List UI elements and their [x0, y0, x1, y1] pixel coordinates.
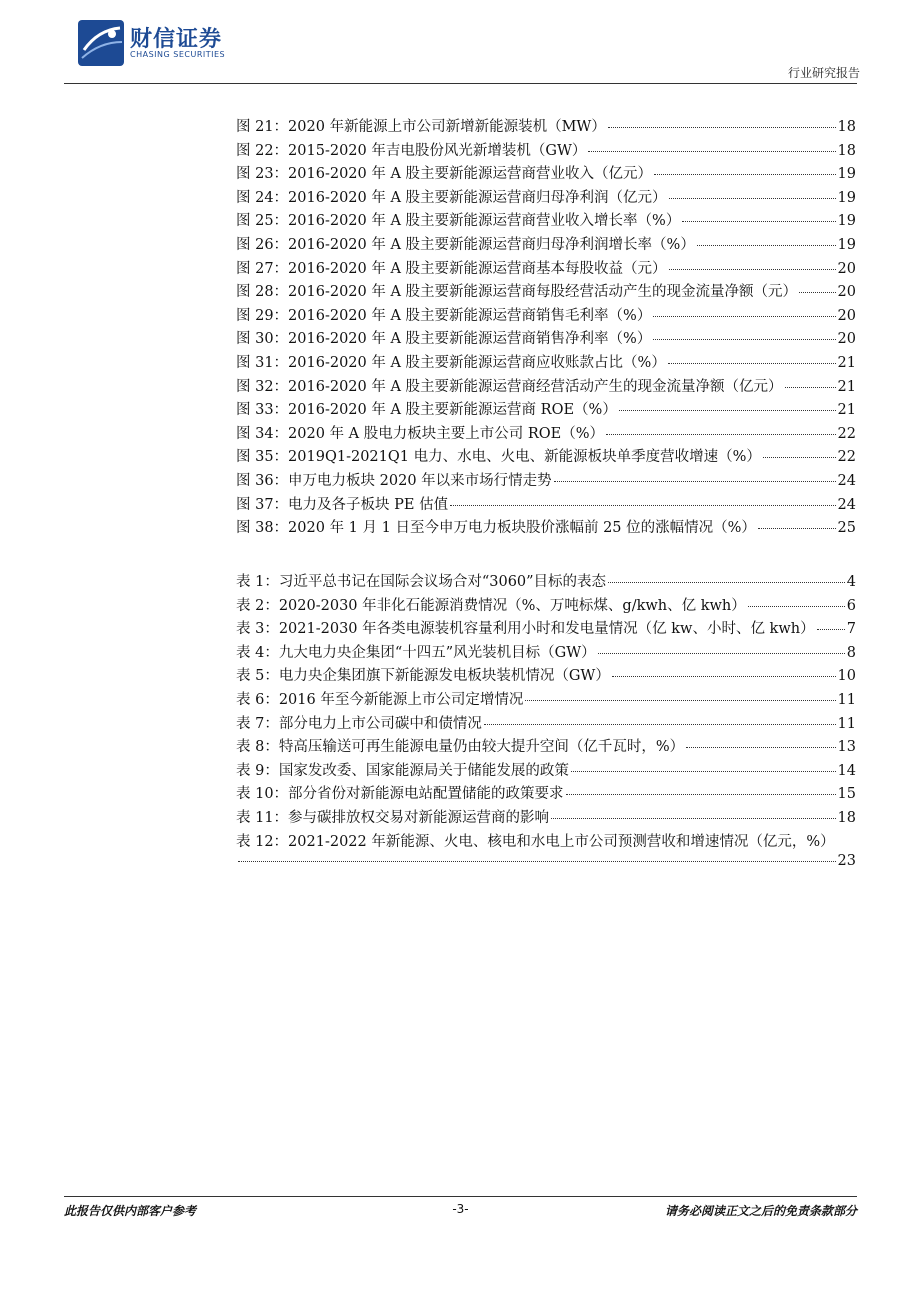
toc-entry[interactable]	[236, 469, 856, 493]
toc-entry-page: 6	[846, 597, 856, 614]
header-divider	[64, 83, 857, 84]
toc-leader-dots	[588, 151, 835, 152]
logo-english-name: CHASING SECURITIES	[130, 50, 226, 59]
report-type: 行业研究报告	[787, 66, 860, 80]
toc-entry-page: 22	[837, 449, 856, 466]
toc-entry[interactable]	[236, 617, 856, 641]
toc-entry-page: 21	[837, 378, 856, 395]
logo-chinese-name: 财信证券	[130, 27, 223, 52]
toc-entry-page: 18	[837, 119, 856, 135]
toc-entry[interactable]	[236, 806, 856, 830]
toc-entry-title: 图 24：2016-2020 年 A 股主要新能源运营商归母净利润（亿元）	[236, 189, 667, 206]
toc-entry-title: 图 30：2016-2020 年 A 股主要新能源运营商销售净利率（%）	[236, 331, 652, 348]
toc-leader-dots	[450, 505, 835, 506]
toc-entry-title: 图 32：2016-2020 年 A 股主要新能源运营商经营活动产生的现金流量净额（亿元）	[236, 378, 783, 395]
toc-entry-page: 21	[837, 402, 856, 419]
figure-list	[236, 115, 856, 540]
toc-entry-title: 表 2：2020-2030 年非化石能源消费情况（%、万吨标煤、g/kwh、亿 kwh）	[236, 597, 746, 614]
toc-leader-dots	[484, 724, 836, 725]
toc-entry[interactable]	[236, 712, 856, 736]
toc-entry-page: 19	[837, 166, 856, 183]
toc-entry[interactable]	[236, 186, 856, 210]
toc-entry-page: 19	[837, 236, 856, 253]
toc-leader-dots	[551, 818, 835, 819]
toc-leader-dots	[554, 481, 836, 482]
toc-entry-title: 表 7：部分电力上市公司碳中和债情况	[236, 715, 482, 732]
toc-entry-page: 19	[837, 189, 856, 206]
toc-entry[interactable]	[236, 759, 856, 783]
toc-entry-page: 18	[837, 142, 856, 159]
toc-entry-title: 表 6：2016 年至今新能源上市公司定增情况	[236, 691, 524, 708]
toc-entry[interactable]	[236, 830, 856, 877]
toc-entry[interactable]	[236, 233, 856, 257]
toc-leader-dots	[758, 528, 836, 529]
footer-divider	[64, 1196, 857, 1197]
toc-leader-dots	[763, 457, 836, 458]
toc-entry[interactable]	[236, 735, 856, 759]
toc-leader-dots	[608, 127, 836, 128]
toc-leader-dots	[669, 269, 836, 270]
toc-entry[interactable]	[236, 398, 856, 422]
toc-entry-title: 图 37：电力及各子板块 PE 估值	[236, 496, 449, 513]
footer-disclaimer-left: 此报告仅供内部客户参考	[64, 1204, 197, 1218]
toc-entry-title: 图 31：2016-2020 年 A 股主要新能源运营商应收账款占比（%）	[236, 354, 666, 371]
toc-entry-title: 表 12：2021-2022 年新能源、火电、核电和水电上市公司预测营收和增速情况（亿元，%）	[236, 833, 835, 850]
toc-entry-page: 10	[837, 668, 856, 685]
table-list	[236, 570, 856, 877]
toc-entry-page: 19	[837, 213, 856, 230]
toc-leader-dots	[653, 339, 835, 340]
toc-entry-page: 24	[837, 472, 856, 489]
toc-entry[interactable]	[236, 139, 856, 163]
toc-entry[interactable]	[236, 304, 856, 328]
toc-entry-page: 21	[837, 354, 856, 371]
toc-leader-dots	[598, 653, 845, 654]
toc-entry-title: 图 33：2016-2020 年 A 股主要新能源运营商 ROE（%）	[236, 402, 617, 419]
toc-entry[interactable]	[236, 516, 856, 540]
toc-entry-page: 18	[837, 809, 856, 826]
toc-leader-dots	[566, 794, 836, 795]
toc-entry[interactable]	[236, 570, 856, 594]
toc-entry-title: 图 22：2015-2020 年吉电股份风光新增装机（GW）	[236, 142, 587, 159]
toc-entry-title: 图 36：申万电力板块 2020 年以来市场行情走势	[236, 472, 552, 489]
toc-entry-page: 24	[837, 496, 856, 513]
toc-entry-page: 20	[837, 260, 856, 277]
toc-leader-dots	[619, 410, 836, 411]
toc-entry-title: 图 25：2016-2020 年 A 股主要新能源运营商营业收入增长率（%）	[236, 213, 681, 230]
toc-entry[interactable]	[236, 257, 856, 281]
toc-leader-dots	[799, 292, 835, 293]
toc-entry-title: 表 10：部分省份对新能源电站配置储能的政策要求	[236, 786, 564, 803]
toc-entry-page: 25	[837, 520, 856, 537]
toc-entry-title: 图 35：2019Q1-2021Q1 电力、水电、火电、新能源板块单季度营收增速（%）	[236, 449, 761, 466]
toc-entry-page: 11	[837, 715, 856, 732]
toc-leader-dots	[669, 198, 836, 199]
toc-entry-page: 8	[846, 644, 856, 661]
toc-entry[interactable]	[236, 327, 856, 351]
toc-leader-dots	[571, 771, 836, 772]
footer-disclaimer-right: 请务必阅读正文之后的免责条款部分	[664, 1204, 857, 1218]
toc-entry-page: 14	[837, 762, 856, 779]
toc-entry[interactable]	[236, 664, 856, 688]
toc-entry-title: 图 23：2016-2020 年 A 股主要新能源运营商营业收入（亿元）	[236, 166, 653, 183]
toc-entry-title: 表 8：特高压输送可再生能源电量仍由较大提升空间（亿千瓦时，%）	[236, 739, 685, 756]
toc-entry-title: 图 38：2020 年 1 月 1 日至今申万电力板块股价涨幅前 25 位的涨幅情况（%）	[236, 520, 756, 537]
company-logo-icon	[78, 20, 124, 66]
toc-entry[interactable]	[236, 493, 856, 517]
toc-entry[interactable]	[236, 375, 856, 399]
toc-entry[interactable]	[236, 688, 856, 712]
toc-leader-dots	[612, 676, 836, 677]
toc-entry[interactable]	[236, 280, 856, 304]
toc-leader-dots	[686, 747, 835, 748]
toc-entry-title: 图 34：2020 年 A 股电力板块主要上市公司 ROE（%）	[236, 425, 605, 442]
toc-entry-title: 表 9：国家发改委、国家能源局关于储能发展的政策	[236, 762, 569, 779]
company-logo	[78, 20, 238, 66]
toc-entry[interactable]	[236, 209, 856, 233]
toc-entry-title: 表 11：参与碳排放权交易对新能源运营商的影响	[236, 809, 550, 826]
toc-leader-dots	[748, 606, 845, 607]
toc-leader-dots	[785, 387, 836, 388]
toc-entry-page: 20	[837, 284, 856, 301]
toc-leader-dots	[697, 245, 836, 246]
toc-leader-dots	[238, 861, 836, 862]
toc-entry-title: 表 3：2021-2030 年各类电源装机容量利用小时和发电量情况（亿 kw、小时、亿 kwh）	[236, 621, 815, 638]
toc-entry[interactable]	[236, 641, 856, 665]
toc-entry-title: 图 28：2016-2020 年 A 股主要新能源运营商每股经营活动产生的现金流量净额（元）	[236, 284, 798, 301]
toc-entry-page: 15	[837, 786, 856, 803]
toc-entry-title: 图 29：2016-2020 年 A 股主要新能源运营商销售毛利率（%）	[236, 307, 652, 324]
toc-leader-dots	[606, 434, 836, 435]
toc-leader-dots	[817, 629, 845, 630]
toc-leader-dots	[653, 316, 835, 317]
toc-entry-title: 图 21：2020 年新能源上市公司新增新能源装机（MW）	[236, 119, 606, 135]
toc-entry-page: 20	[837, 307, 856, 324]
page-footer	[64, 1202, 857, 1222]
page-header	[0, 0, 920, 90]
toc-entry[interactable]	[236, 115, 856, 139]
toc-entry-page: 20	[837, 331, 856, 348]
toc-leader-dots	[682, 221, 835, 222]
toc-entry[interactable]	[236, 445, 856, 469]
toc-entry[interactable]	[236, 351, 856, 375]
toc-entry-page: 23	[837, 853, 856, 870]
toc-entry-page: 11	[837, 691, 856, 708]
toc-leader-dots	[654, 174, 835, 175]
toc-leader-dots	[525, 700, 835, 701]
toc-entry[interactable]	[236, 782, 856, 806]
page-number: -3-	[452, 1202, 469, 1216]
toc-leader-dots	[668, 363, 836, 364]
toc-entry[interactable]	[236, 422, 856, 446]
toc-entry-title: 表 1：习近平总书记在国际会议场合对“3060”目标的表态	[236, 574, 607, 590]
toc-entry-page: 13	[837, 739, 856, 756]
toc-entry-title: 表 5：电力央企集团旗下新能源发电板块装机情况（GW）	[236, 668, 610, 685]
toc-entry-page: 22	[837, 425, 856, 442]
toc-entry-title: 表 4：九大电力央企集团“十四五”风光装机目标（GW）	[236, 644, 596, 661]
toc-leader-dots	[608, 582, 845, 583]
toc-entry-title: 图 26：2016-2020 年 A 股主要新能源运营商归母净利润增长率（%）	[236, 236, 695, 253]
toc-entry-page: 7	[846, 621, 856, 638]
toc-entry-title: 图 27：2016-2020 年 A 股主要新能源运营商基本每股收益（元）	[236, 260, 667, 277]
toc-entry[interactable]	[236, 162, 856, 186]
toc-entry-page: 4	[846, 574, 856, 590]
toc-entry[interactable]	[236, 594, 856, 618]
